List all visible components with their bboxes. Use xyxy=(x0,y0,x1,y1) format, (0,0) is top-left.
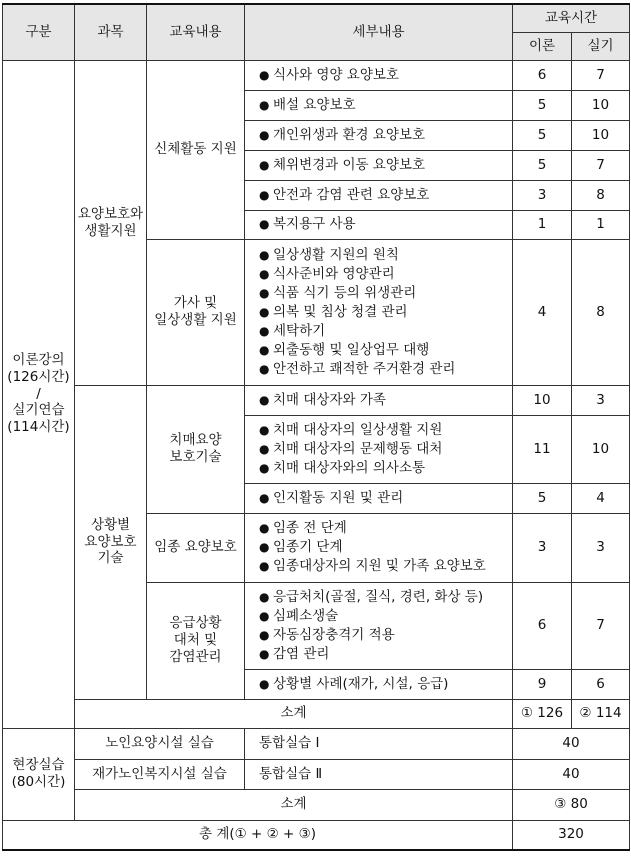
bullet-list xyxy=(259,244,512,381)
practicum-subject: 재가노인복지시설 실습 xyxy=(75,759,245,789)
list-item: ● 복지용구 사용 xyxy=(259,215,512,234)
header-details: 세부내용 xyxy=(245,4,513,60)
practice-hours: 3 xyxy=(572,513,630,582)
bullet-list xyxy=(259,64,512,87)
detail-cell xyxy=(245,60,513,90)
practice-hours: 7 xyxy=(572,150,630,180)
content-emergency-care: 응급상황 대처 및 감염관리 xyxy=(147,582,245,699)
section1-subtotal-practice: ② 114 xyxy=(572,699,630,728)
bullet-list xyxy=(259,213,512,236)
practice-hours: 4 xyxy=(572,483,630,513)
detail-cell xyxy=(245,210,513,239)
list-item: ● 임종 전 단계 xyxy=(259,519,512,538)
list-item: ● 치매 대상자와 가족 xyxy=(259,391,512,410)
subject-situational-care: 상황별 요양보호 기술 xyxy=(75,385,147,699)
list-item: ● 식사준비와 영양관리 xyxy=(259,265,512,284)
bullet-list xyxy=(259,124,512,147)
list-item: ● 의복 및 침상 청결 관리 xyxy=(259,303,512,322)
section1-subtotal-label: 소계 xyxy=(75,699,513,728)
detail-cell xyxy=(245,385,513,415)
practice-hours: 6 xyxy=(572,669,630,699)
content-house-support: 가사 및 일상생활 지원 xyxy=(147,239,245,385)
theory-hours: 5 xyxy=(513,120,572,150)
bullet-list xyxy=(259,184,512,207)
content-physical-support: 신체활동 지원 xyxy=(147,60,245,239)
theory-hours: 1 xyxy=(513,210,572,239)
practice-hours: 7 xyxy=(572,582,630,669)
practice-hours: 10 xyxy=(572,415,630,483)
content-terminal-care: 임종 요양보호 xyxy=(147,513,245,582)
bullet-list xyxy=(259,419,512,480)
bullet-list xyxy=(259,94,512,117)
section2-subtotal-hours: ③ 80 xyxy=(513,789,630,820)
practice-hours: 8 xyxy=(572,180,630,210)
practicum-subject: 노인요양시설 실습 xyxy=(75,728,245,759)
theory-hours: 11 xyxy=(513,415,572,483)
theory-hours: 5 xyxy=(513,483,572,513)
list-item: ● 상황별 사례(재가, 시설, 응급) xyxy=(259,675,512,694)
section1-label: 이론강의 (126시간) / 실기연습 (114시간) xyxy=(3,60,75,728)
detail-cell xyxy=(245,90,513,120)
practicum-hours: 40 xyxy=(513,759,630,789)
practice-hours: 3 xyxy=(572,385,630,415)
detail-cell xyxy=(245,120,513,150)
curriculum-table xyxy=(2,3,630,851)
practice-hours: 10 xyxy=(572,90,630,120)
practicum-content: 통합실습 Ⅱ xyxy=(245,759,513,789)
content-dementia-care: 치매요양 보호기술 xyxy=(147,385,245,513)
theory-hours: 5 xyxy=(513,90,572,120)
list-item: ● 외출동행 및 일상업무 대행 xyxy=(259,341,512,360)
header-practice: 실기 xyxy=(572,32,630,60)
detail-cell xyxy=(245,150,513,180)
header-hours: 교육시간 xyxy=(513,4,630,32)
bullet-list xyxy=(259,154,512,177)
bullet-list xyxy=(259,487,512,510)
list-item: ● 안전과 감염 관련 요양보호 xyxy=(259,186,512,205)
detail-cell xyxy=(245,483,513,513)
total-label: 총 계(① + ② + ③) xyxy=(3,820,513,850)
detail-cell xyxy=(245,415,513,483)
practice-hours: 7 xyxy=(572,60,630,90)
detail-cell xyxy=(245,513,513,582)
list-item: ● 식품 식기 등의 위생관리 xyxy=(259,284,512,303)
practice-hours: 1 xyxy=(572,210,630,239)
list-item: ● 세탁하기 xyxy=(259,322,512,341)
header-content: 교육내용 xyxy=(147,4,245,60)
section2-subtotal-label: 소계 xyxy=(75,789,513,820)
subject-care-living: 요양보호와 생활지원 xyxy=(75,60,147,385)
section1-subtotal-theory: ① 126 xyxy=(513,699,572,728)
list-item: ● 응급처치(골절, 질식, 경련, 화상 등) xyxy=(259,588,512,607)
practice-hours: 8 xyxy=(572,239,630,385)
theory-hours: 5 xyxy=(513,150,572,180)
bullet-list xyxy=(259,586,512,666)
bullet-list xyxy=(259,673,512,696)
practicum-hours: 40 xyxy=(513,728,630,759)
list-item: ● 체위변경과 이동 요양보호 xyxy=(259,156,512,175)
practice-hours: 10 xyxy=(572,120,630,150)
list-item: ● 일상생활 지원의 원칙 xyxy=(259,246,512,265)
theory-hours: 3 xyxy=(513,513,572,582)
list-item: ● 인지활동 지원 및 관리 xyxy=(259,489,512,508)
theory-hours: 10 xyxy=(513,385,572,415)
detail-cell xyxy=(245,669,513,699)
theory-hours: 6 xyxy=(513,582,572,669)
theory-hours: 4 xyxy=(513,239,572,385)
bullet-list xyxy=(259,389,512,412)
list-item: ● 치매 대상자의 일상생활 지원 xyxy=(259,421,512,440)
theory-hours: 6 xyxy=(513,60,572,90)
total-hours: 320 xyxy=(513,820,630,850)
list-item: ● 배설 요양보호 xyxy=(259,96,512,115)
header-theory: 이론 xyxy=(513,32,572,60)
list-item: ● 치매 대상자와의 의사소통 xyxy=(259,459,512,478)
header-subject: 과목 xyxy=(75,4,147,60)
list-item: ● 식사와 영양 요양보호 xyxy=(259,66,512,85)
theory-hours: 9 xyxy=(513,669,572,699)
header-category: 구분 xyxy=(3,4,75,60)
list-item: ● 심폐소생술 xyxy=(259,607,512,626)
list-item: ● 치매 대상자의 문제행동 대처 xyxy=(259,440,512,459)
detail-cell xyxy=(245,239,513,385)
list-item: ● 감염 관리 xyxy=(259,645,512,664)
detail-cell xyxy=(245,582,513,669)
theory-hours: 3 xyxy=(513,180,572,210)
section2-label: 현장실습 (80시간) xyxy=(3,728,75,820)
list-item: ● 안전하고 쾌적한 주거환경 관리 xyxy=(259,360,512,379)
list-item: ● 임종기 단계 xyxy=(259,538,512,557)
list-item: ● 개인위생과 환경 요양보호 xyxy=(259,126,512,145)
practicum-content: 통합실습 Ⅰ xyxy=(245,728,513,759)
list-item: ● 자동심장충격기 적용 xyxy=(259,626,512,645)
bullet-list xyxy=(259,517,512,578)
list-item: ● 임종대상자의 지원 및 가족 요양보호 xyxy=(259,557,512,576)
detail-cell xyxy=(245,180,513,210)
